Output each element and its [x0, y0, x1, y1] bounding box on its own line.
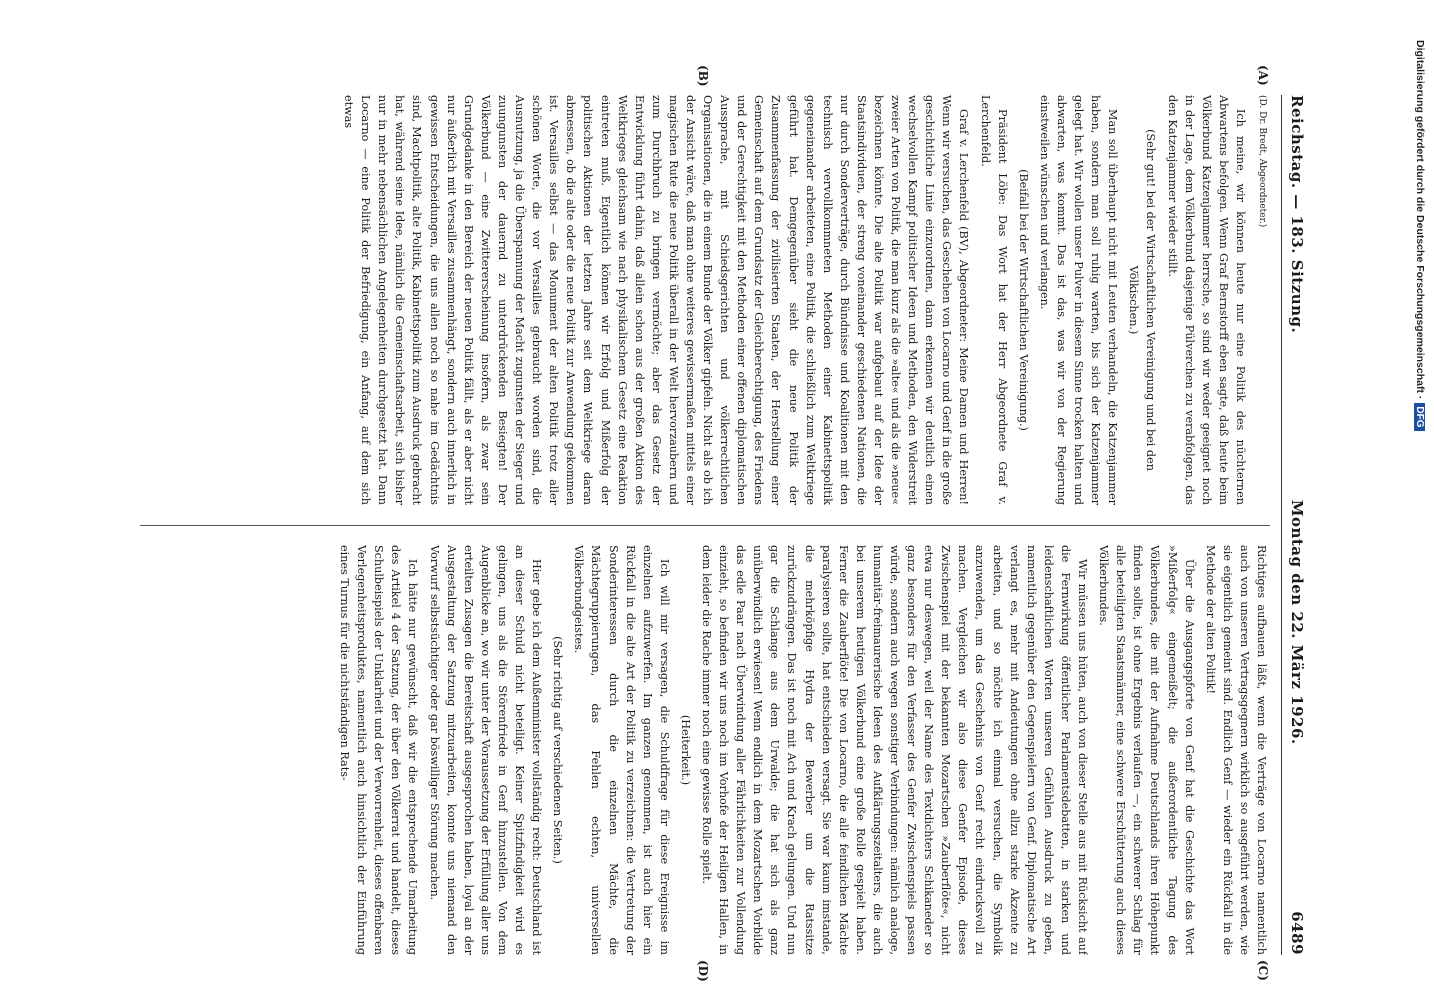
- president-announcement: Präsident Löbe: Das Wort hat der Herr Abgeordnete Graf v. Lerchenfeld.: [978, 95, 1009, 505]
- paragraph: Graf v. Lerchenfeld (BV), Abgeordneter: Meine Damen und Herren! Wenn wir versuchen, das Geschehen von Locarno und Genf in die große geschichtliche Linie einzuordnen, dann erkennen wir deutlich einen wechselvollen Kampf politischer Ideen und Methoden, den Widerstreit zweier Arten von Politik, die man kurz als die »alte« und als die »neue« bezeichnen könnte. Die alte Politik war aufgebaut auf der Idee der Staatsindividuen, der streng voneinander geschiedenen Nationen, die nur durch Sonderverträge, durch Bündnisse und Koalitionen mit den technisch vervollkommneten Methoden einer Kabinettspolitik gegeneinander arbeiteten, eine Politik, die schließlich zum Weltkriege geführt hat. Demgegenüber sieht die neue Politik der Zusammenfassung der zivilisierten Staaten, der Herstellung einer Gemeinschaft auf dem Grundsatz der Gleichberechtigung, des Friedens und der Gerechtigkeit mit den Methoden einer offenen diplomatischen Aussprache, mit Schiedsgerichten und völkerrechtlichen Organisationen, die in einem Bunde der Völker gipfeln. Nicht als ob ich der Ansicht wäre, daß man ohne weiteres gewissermaßen mittels einer magischen Rute die neue Politik überall in der Welt hervorzaubern und zum Durchbruch zu bringen vermöchte; aber das Gesetz der Entwicklung führt dahin, daß allein schon aus der großen Aktion des Weltkrieges gleichsam wie nach physikalischem Gesetz eine Reaktion eintreten muß. Eigentlich können wir Erfolg und Mißerfolg der politischen Aktionen der letzten Jahre seit dem Weltkriege daran abmessen, ob die alte oder die neue Politik zur Anwendung gekommen ist. Versailles selbst — das Monument der alten Politik trotz aller schönen Worte, die vor Versailles gebraucht worden sind, die Ausnutzung, ja die Überspannung der Macht zugunsten der Sieger und zuungunsten der dauernd zu unterdrückenden Besiegten! Der Völkerbund — eine Zwittererscheinung insofern, als zwar sein Grundgedanke in den Bereich der neuen Politik fällt, als er aber nicht nur äußerlich mit Versailles zusammenhängt, sondern auch innerlich in gewissen Entscheidungen, die uns allen noch so nahe im Gedächtnis sind, Machtpolitik, alte Politik, Kabinettspolitik zum Ausdruck gebracht hat, während seine Idee, nämlich die Gemeinschaftsarbeit, sich bisher nur in mehr nebensächlichen Angelegenheiten durchgesetzt hat. Dann Locarno — eine Politik der Befriedigung, ein Anfang, auf dem sich etwas: [342, 95, 971, 505]
- paragraph: Ich hätte nur gewünscht, daß wir die entsprechende Umarbeitung des Artikel 4 der Satzung, der über den Völkerrat und handelt, dieses Schulbeispiels der Unklarheit und der Verworrenheit, dieses offenbaren Verlegenheitsproduktes, namentlich auch hinsichtlich der Einführung eines Turnus für die nichtständigen Rats-: [338, 545, 420, 955]
- paragraph: Wir müssen uns hüten, auch von dieser Stelle aus mit Rücksicht auf die Fernwirkung öffentlicher Parlamentsdebatten, in starken und leidenschaftlichen Worten unseren Gefühlen Ausdruck zu geben, namentlich gegenüber den Gegenspielern von Genf. Diplomatische Art verlangt es, mehr mit Andeutungen ohne allzu starke Akzente zu arbeiten, und so möchte ich einmal versuchen, die Symbolik anzuwenden, um das Geschehnis von Genf recht eindrucksvoll zu machen. Vergleichen wir also diese Genfer Episode, dieses Zwischenspiel mit der bekannten Mozartschen »Zauberflöte«, nicht etwa nur deswegen, weil der Name des Textdichters Schikaneder so ganz besonders für den Verfasser des Genfer Zwischenspiels passen würde, sondern auch wegen sonstiger Verbindungen: nämlich analoge, humanitär-freimaurerische Ideen des Aufklärungszeitalters, die auch bei unserem heutigen Völkerbund eine große Rolle gespielt haben. Ferner die Zauberflöte! Die von Locarno, die alle feindlichen Mächte paralysieren sollte, hat entschieden versagt. Sie war kaum imstande, die mehrköpfige Hydra der Bewerber um die Ratssitze zurückzudrängen. Das ist noch mit Ach und Krach gelungen. Und nun gar die Schlange aus dem Urwalde; die hat sich als ganz unüberwindlich erwiesen! Wenn endlich in dem Mozartschen Vorbilde das edle Paar nach Überwindung aller Fährlichkeiten zur Vollendung einzieht, so befinden wir uns noch im Vorhofe der Heiligen Hallen, in dem leider die Rache immer noch eine gewisse Rolle spielt.: [700, 545, 1090, 955]
- margin-marker-a: (A): [1256, 65, 1270, 86]
- interjection: (Sehr gut! bei der Wirtschaftlichen Vereinigung und bei den Völkischen.): [1127, 129, 1158, 471]
- margin-marker-c: (C): [1256, 960, 1270, 981]
- paragraph: Richtiges aufbauen läßt, wenn die Verträge von Locarno namentlich auch von unseren Vertragsgegnern wirklich so ausgeführt werden, wie sie eigentlich gemeint sind. Endlich Genf — wieder ein Rückfall in die Methode der alten Politik!: [1203, 545, 1268, 955]
- interjection: (Beifall bei der Wirtschaftlichen Vereinigung.): [1016, 169, 1030, 431]
- paragraph: Über die Ausgangspforte von Genf hat die Geschichte das Wort »Mißerfolg« eingemeißelt; die außerordentliche Tagung des Völkerbundes, die mit der Aufnahme Deutschlands ihren Höhepunkt finden sollte, ist ohne Ergebnis verlaufen —, ein schwerer Schlag für alle beteiligten Staatsmänner, eine schwere Erschütterung auch dieses Völkerbundes.: [1097, 545, 1196, 955]
- interjection: (Heiterkeit.): [678, 714, 692, 786]
- rotated-newspaper-page: [120, 65, 1310, 982]
- header-session: Reichstag. — 183. Sitzung.: [1288, 95, 1306, 334]
- paragraph: Man soll überhaupt nicht mit Leuten verhandeln, die Katzenjammer haben, sondern man soll ruhig warten, bis sich der Katzenjammer gelegt hat. Wir wollen unser Pulver in diesem Sinne trocken halten und abwarten, was kommt. Das ist das, was wir von der Regierung einstweilen wünschen und verlangen.: [1037, 95, 1120, 505]
- paragraph: Ich will mir versagen, die Schuldfrage für diese Ereignisse im einzelnen aufzuwerfen. Im ganzen genommen, ist auch hier ein Rückfall in die alte Art der Politik zu verzeichnen: die Vertretung der Sonderinteressen durch die einzelnen Mächte, die Mächtegruppierungen, das Fehlen echten, universellen Völkerbundgeistes.: [572, 545, 671, 955]
- right-column: [130, 545, 1270, 955]
- paragraph: Hier gebe ich dem Außenminister vollständig recht: Deutschland ist an dieser Schuld nicht beteiligt. Keiner Spitzfindigkeit wird es gelingen, uns als die Störenfriede in Genf hinzustellen. Von dem Augenblicke an, wo wir unter der Voraussetzung der Erfüllung aller uns erteilten Zusagen die Bereitschaft ausgesprochen haben, loyal an der Ausgestaltung der Satzung mitzuarbeiten, konnte uns niemand den Vorwurf selbstsüchtiger oder gar böswilliger Störung machen.: [427, 545, 544, 955]
- dfg-logo: DFG: [1414, 403, 1425, 430]
- paragraph: Ich meine, wir können heute nur eine Politik des nüchternen Abwartens befolgen. Wenn Graf Bernstorff eben sagte, daß heute beim Völkerbund Katzenjammer herrsche, so sind wir weder geeignet noch in der Lage, dem Völkerbund dasjenige Pülverchen zu verabfolgen, das den Katzenjammer wieder stillt.: [1165, 95, 1247, 505]
- margin-marker-b: (B): [696, 65, 710, 87]
- interjection: (Sehr richtig auf verschiedenen Seiten.): [551, 636, 565, 864]
- page-header: [1284, 95, 1310, 955]
- credit-text: Digitalisierung gefördert durch die Deutsche Forschungsgemeinschaft ·: [1414, 40, 1426, 400]
- header-rule: [1281, 95, 1282, 955]
- speaker-reference: (D. Dr. Bredt, Abgeordneter.): [1257, 95, 1267, 228]
- header-date: Montag den 22. März 1926.: [1288, 499, 1306, 745]
- column-divider: [140, 525, 1270, 526]
- header-page-number: 6489: [1288, 911, 1306, 955]
- left-column: [130, 95, 1270, 505]
- digitization-credit: [1380, 20, 1434, 980]
- margin-marker-d: (D): [696, 960, 710, 982]
